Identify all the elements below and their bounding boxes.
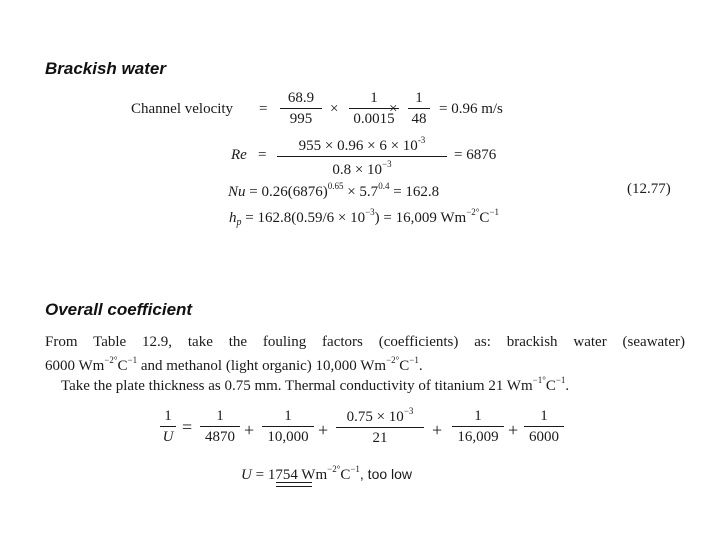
fraction-numerator: 1	[370, 90, 378, 106]
channel-velocity-label: Channel velocity	[131, 101, 234, 117]
fraction-numerator: 1	[540, 408, 548, 424]
result-double-underline-bottom	[276, 486, 312, 487]
nusselt-equation: $Nu = 0.26(6876)^{0.65} \times 5.7^{0.4} = 162.8$	[228, 181, 440, 200]
overall-lhs-fraction	[160, 408, 176, 446]
fraction-numerator: 1	[284, 408, 292, 424]
plus-sign: +	[318, 420, 329, 440]
result-double-underline-top	[276, 482, 312, 483]
fraction-denominator: 16,009	[457, 429, 499, 445]
fraction-denominator: U	[162, 429, 174, 445]
channel-velocity-equals: =	[259, 101, 268, 117]
fraction-bar	[408, 108, 430, 109]
fraction-numerator: 1	[415, 90, 423, 106]
reynolds-result: = 6876	[454, 147, 497, 163]
u-result: U = 1754 $Wm^{-2^\circ}C^{-1}$, too low	[241, 464, 413, 483]
reynolds-equals: =	[258, 147, 267, 163]
overall-coefficient-heading: Overall coefficient	[45, 300, 193, 319]
channel-velocity-fraction-1	[280, 90, 322, 128]
hp-equation: $h_p = 162.8(0.59/6 \times 10^{-3}) = 16,009$ $Wm^{-2^\circ}C^{-1}$	[229, 207, 499, 228]
brackish-water-heading: Brackish water	[45, 59, 166, 78]
overall-equals: =	[182, 417, 193, 437]
fraction-bar	[336, 427, 424, 428]
fraction-numerator: 1	[474, 408, 482, 424]
plus-sign: +	[244, 420, 255, 440]
equation-number: (12.77)	[627, 181, 671, 197]
fraction-numerator: $0.75 \times 10^{-3}$	[346, 406, 414, 425]
reynolds-fraction	[277, 135, 447, 179]
overall-term-5	[524, 408, 564, 446]
fraction-denominator: $0.8 \times 10^{-3}$	[332, 159, 392, 178]
paragraph-line-2: 6000 $Wm^{-2^\circ}C^{-1}$ and methanol (light organic) 10,000 $Wm^{-2^\circ}C^{-1}$.	[45, 355, 423, 374]
fraction-bar	[280, 108, 322, 109]
fraction-numerator: 68.9	[287, 90, 315, 106]
fraction-numerator: $955 \times 0.96 \times 6 \times 10^{-3}$	[298, 135, 426, 154]
overall-term-4	[452, 408, 504, 446]
fraction-denominator: 995	[289, 111, 313, 127]
fraction-denominator: 48	[411, 111, 427, 127]
overall-term-1	[200, 408, 240, 446]
paragraph-line-1: From Table 12.9, take the fouling factors (coefficients) as: brackish water (seawater)	[45, 334, 685, 350]
plus-sign: +	[432, 420, 443, 440]
reynolds-label: Re	[231, 147, 247, 163]
fraction-bar	[277, 156, 447, 157]
fraction-bar	[262, 426, 314, 427]
paragraph-line-3: Take the plate thickness as 0.75 mm. Thermal conductivity of titanium 21 $Wm^{-1^\circ}C^{-1}$.	[61, 375, 570, 394]
overall-term-3	[336, 406, 424, 447]
fraction-denominator: 6000	[529, 429, 559, 445]
u-result-value: 1754	[267, 467, 298, 483]
times-sign: ×	[330, 101, 339, 117]
plus-sign: +	[508, 420, 519, 440]
channel-velocity-result: = 0.96 m/s	[439, 101, 503, 117]
fraction-numerator: 1	[164, 408, 172, 424]
fraction-bar	[452, 426, 504, 427]
channel-velocity-fraction-3	[408, 90, 430, 128]
fraction-bar	[200, 426, 240, 427]
fraction-bar	[524, 426, 564, 427]
fraction-denominator: 10,000	[267, 429, 309, 445]
fraction-numerator: 1	[216, 408, 224, 424]
times-sign: ×	[389, 101, 398, 117]
fraction-denominator: 4870	[205, 429, 235, 445]
fraction-bar	[160, 426, 176, 427]
fraction-denominator: 21	[372, 430, 388, 446]
overall-term-2	[262, 408, 314, 446]
fraction-denominator: 0.0015	[353, 111, 395, 127]
